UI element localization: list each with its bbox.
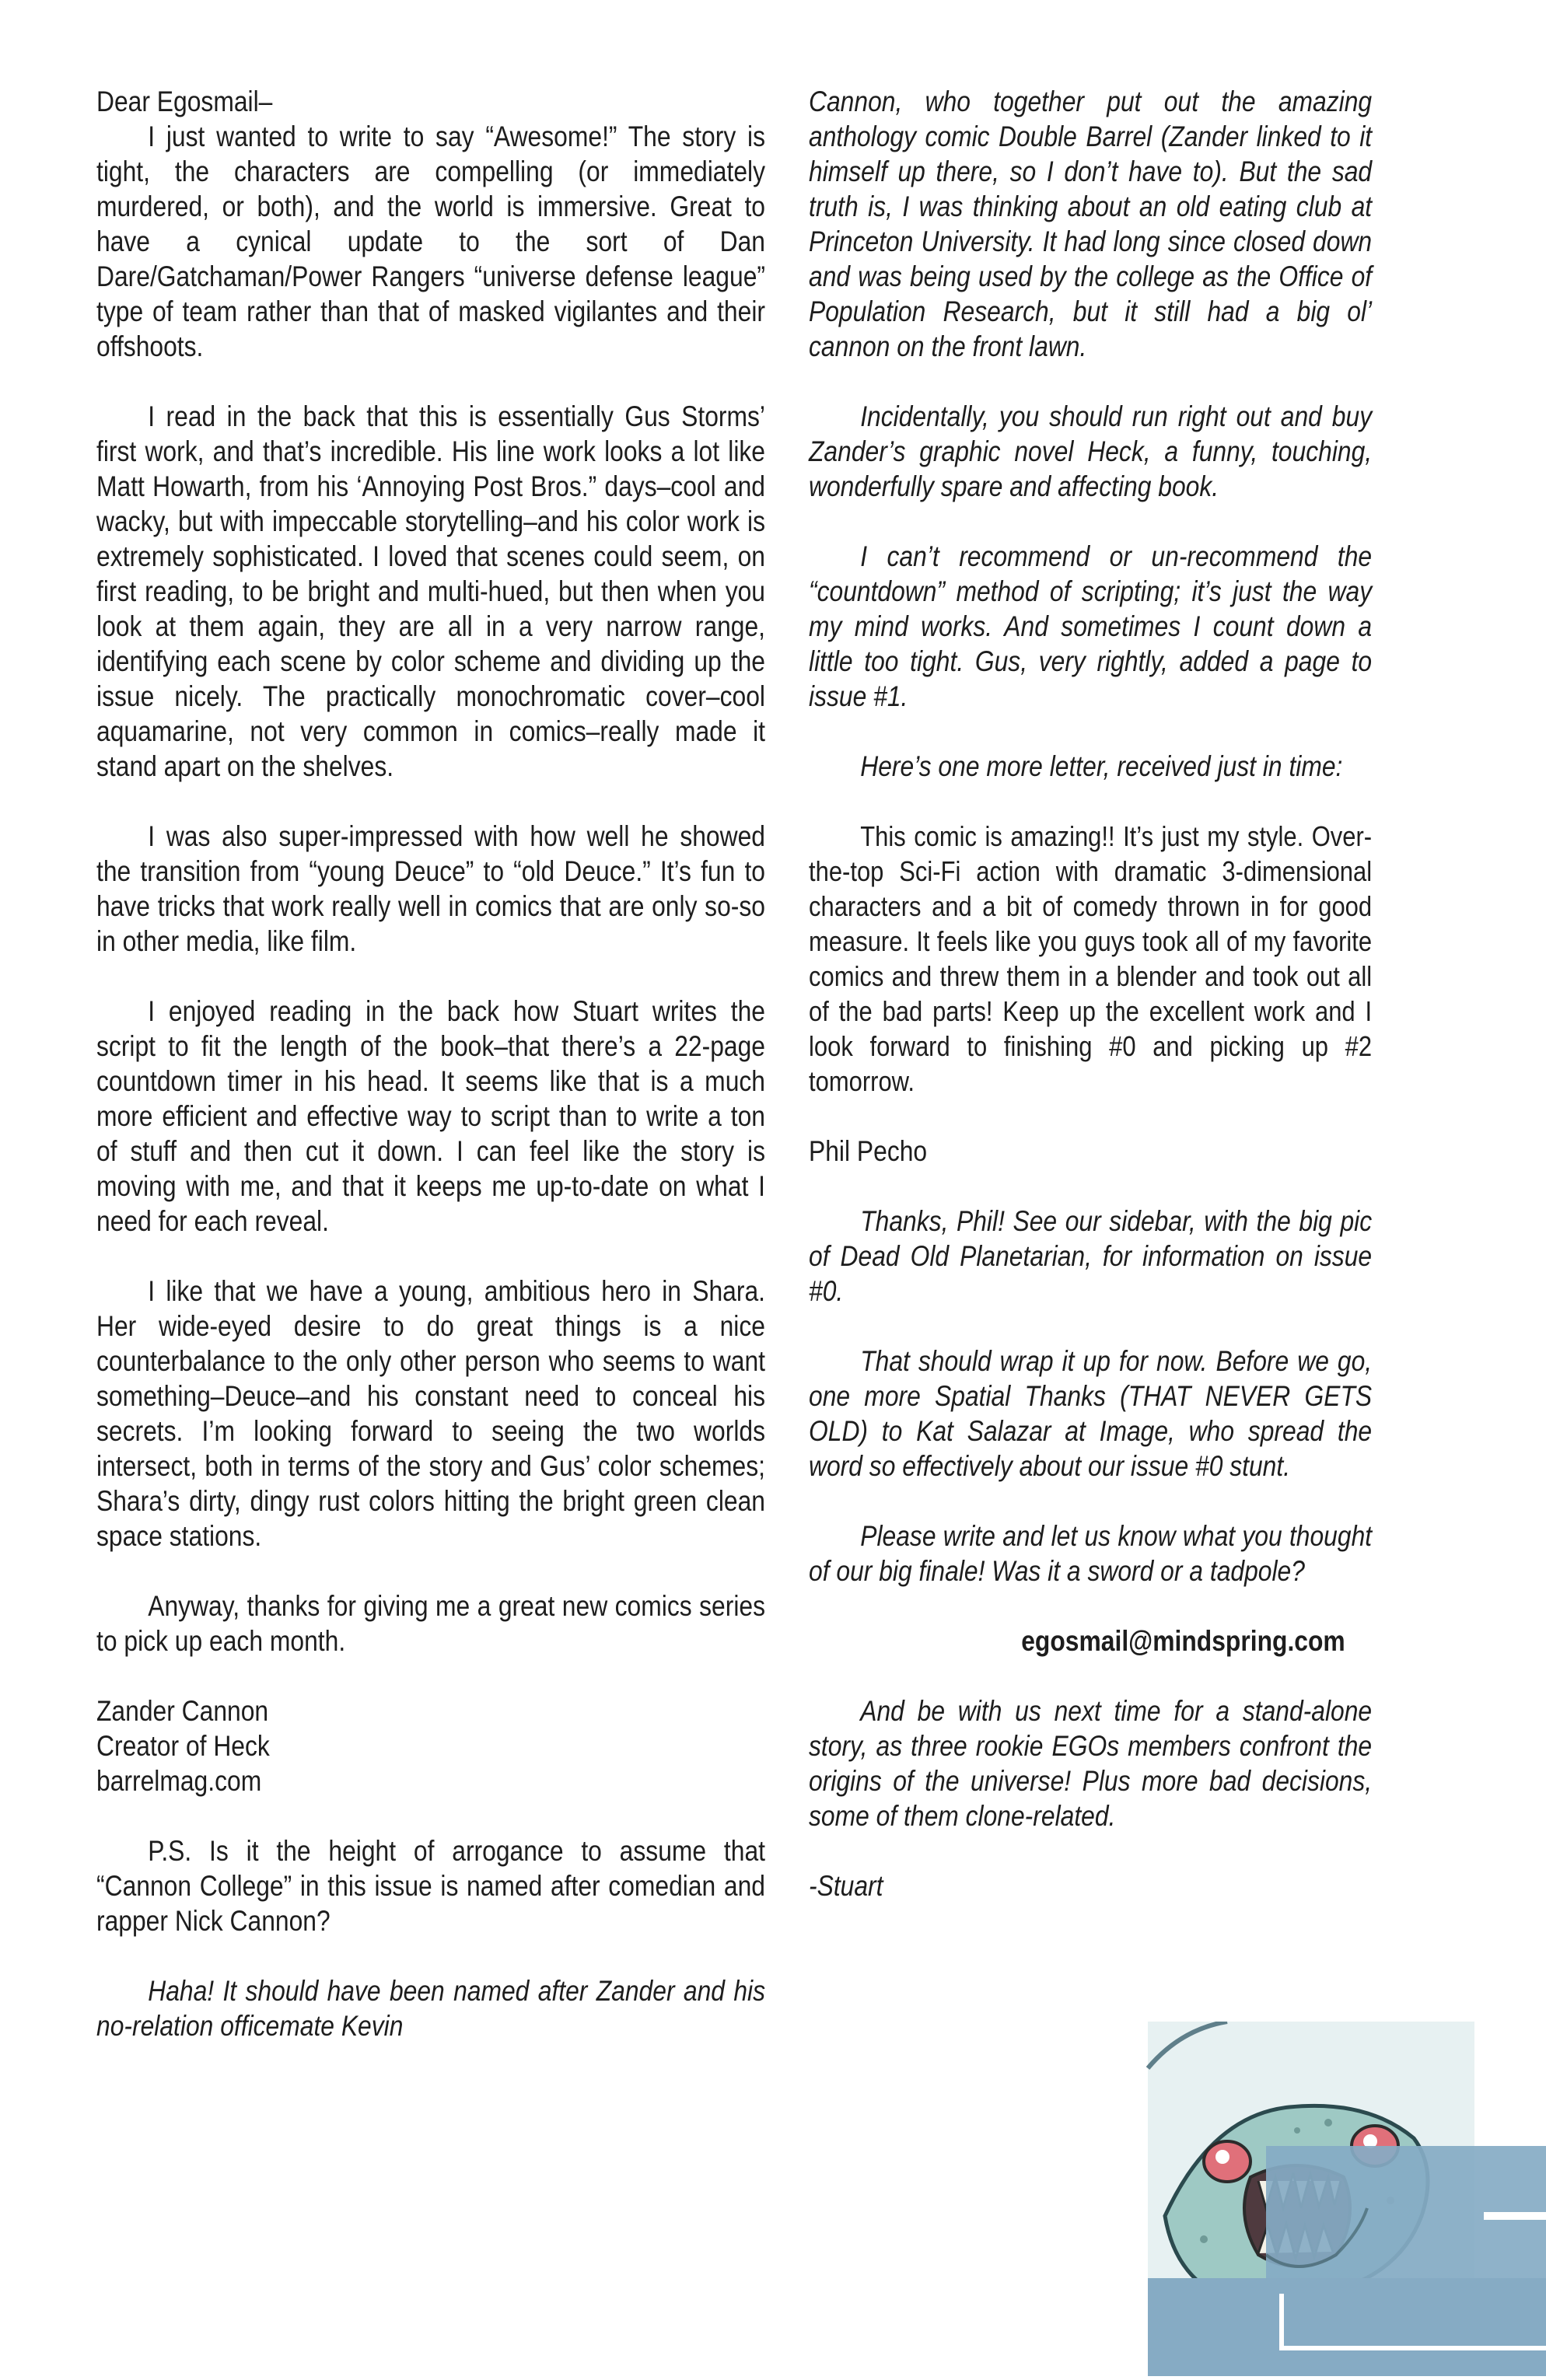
letter-paragraph-4: I enjoyed reading in the back how Stuart writes the script to fit the length of the book–that there’s a 22-page countdown timer in his head. It seems like that is a much more efficient and effective way to script than to write a ton of stuff and then cut it down. I can feel like the story is moving with me, and that it keeps me up-to-date on what I need for each reveal.: [96, 995, 766, 1237]
reply-paragraph-8: And be with us next time for a stand-alone story, as three rookie EGOs members confront the origins of the universe! Plus more bad decisions, some of them clone-related.: [809, 1695, 1373, 1832]
signoff: -Stuart: [809, 1870, 883, 1902]
greeting: Dear Egosmail–: [96, 86, 273, 117]
signature-website: barrelmag.com: [96, 1765, 262, 1797]
letter-paragraph-6: Anyway, thanks for giving me a great new comics series to pick up each month.: [96, 1590, 766, 1657]
letter-two: This comic is amazing!! It’s just my style. Over-the-top Sci-Fi action with dramatic 3-dimensional characters and a bit of comedy thrown in for good measure. It feels like you guys took all of my favorite comics and threw them in a blender and took out all of the bad parts! Keep up the excellent work and I look forward to finishing #0 and picking up #2 tomorrow.: [809, 820, 1373, 1097]
reply-paragraph-start: Haha! It should have been named after Zander and his no-relation officemate Kevin: [96, 1975, 766, 2042]
letter-two-signature: Phil Pecho: [809, 1135, 928, 1167]
letter-column-right: [809, 84, 1372, 1903]
letter-paragraph-5: I like that we have a young, ambitious hero in Shara. Her wide-eyed desire to do great things is a nice counterbalance to the only other person who seems to want something–Deuce–and his constant need to conceal his secrets. I’m looking forward to seeing the two worlds intersect, both in terms of the story and Gus’ color schemes; Shara’s dirty, dingy rust colors hitting the bright green clean space stations.: [96, 1275, 766, 1552]
reply-paragraph-2: Incidentally, you should run right out and buy Zander’s graphic novel Heck, a funny, touching, wonderfully spare and affecting book.: [809, 400, 1373, 502]
letter-paragraph-3: I was also super-impressed with how well he showed the transition from “young Deuce” to “old Deuce.” It’s fun to have tricks that work really well in comics that are only so-so in other media, like film.: [96, 820, 766, 957]
blue-block-lower: [1148, 2278, 1546, 2376]
letter-column-left: [96, 84, 765, 2043]
logo-stroke-white: [1484, 2212, 1546, 2220]
letter-paragraph-2: I read in the back that this is essentially Gus Storms’ first work, and that’s incredible. His line work looks a lot like Matt Howarth, from his ‘Annoying Post Bros.” days–cool and wacky, but with impeccable storytelling–and his color work is extremely sophisticated. I loved that scenes could seem, on first reading, to be bright and multi-hued, but then when you look at them again, they are all in a very narrow range, identifying each scene by color scheme and dividing up the issue nicely. The practically monochromatic cover–cool aquamarine, not very common in comics–really made it stand apart on the shelves.: [96, 400, 766, 782]
fish-illustration-svg: [1142, 2022, 1546, 2376]
signature-title: Creator of Heck: [96, 1730, 270, 1762]
reply-paragraph-continued: Cannon, who together put out the amazing anthology comic Double Barrel (Zander linked to it himself up there, so I don’t have to). But the sad truth is, I was thinking about an old eating club at Princeton University. It had long since closed down and was being used by the college as the Office of Population Research, but it still had a big ol’ cannon on the front lawn.: [809, 86, 1373, 362]
postscript: P.S. Is it the height of arrogance to assume that “Cannon College” in this issue is named after comedian and rapper Nick Cannon?: [96, 1835, 766, 1937]
reply-paragraph-5: Thanks, Phil! See our sidebar, with the big pic of Dead Old Planetarian, for information on issue #0.: [809, 1205, 1373, 1307]
letter-paragraph-1: I just wanted to write to say “Awesome!” The story is tight, the characters are compelling (or immediately murdered, or both), and the world is immersive. Great to have a cynical update to the sort of Dan Dare/Gatchaman/Power Rangers “universe defense league” type of team rather than that of masked vigilantes and their offshoots.: [96, 121, 766, 362]
signature-name: Zander Cannon: [96, 1695, 269, 1727]
fish-illustration: [1142, 2022, 1546, 2376]
reply-paragraph-4: Here’s one more letter, received just in time:: [860, 750, 1343, 782]
reply-paragraph-7: Please write and let us know what you thought of our big finale! Was it a sword or a tadpole?: [809, 1520, 1373, 1587]
reply-paragraph-3: I can’t recommend or un-recommend the “countdown” method of scripting; it’s just the way my mind works. And sometimes I count down a little too tight. Gus, very rightly, added a page to issue #1.: [809, 540, 1373, 712]
contact-email[interactable]: egosmail@mindspring.com: [1021, 1625, 1345, 1657]
reply-paragraph-6: That should wrap it up for now. Before we go, one more Spatial Thanks (THAT NEVER GETS OLD) to Kat Salazar at Image, who spread the word so effectively about our issue #0 stunt.: [809, 1345, 1373, 1482]
